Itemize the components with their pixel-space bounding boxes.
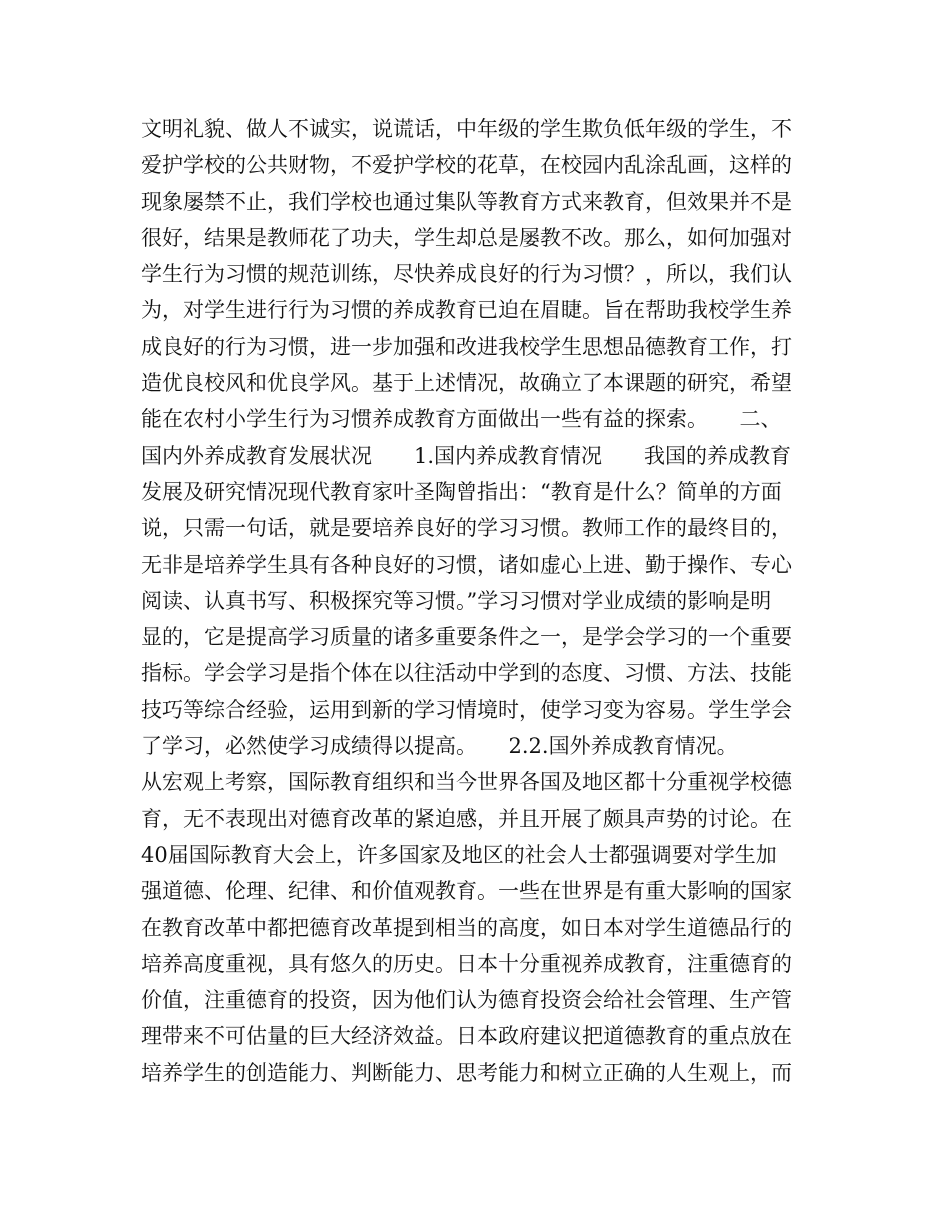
text-line: 发展及研究情况现代教育家叶圣陶曾指出：“教育是什么？简单的方面 (141, 479, 782, 504)
text-line: 育，无不表现出对德育改革的紧迫感，并且开展了颇具声势的讨论。在 (141, 806, 792, 831)
text-line: 为，对学生进行行为习惯的养成教育已迫在眉睫。旨在帮助我校学生养 (141, 298, 792, 323)
body-text (141, 111, 821, 1091)
text-line: 价值，注重德育的投资，因为他们认为德育投资会给社会管理、生产管 (141, 988, 792, 1013)
text-line: 说，只需一句话，就是要培养良好的学习习惯。教师工作的最终目的， (141, 516, 792, 541)
text-line: 国内外养成教育发展状况 1.国内养成教育情况 我国的养成教育 (141, 443, 792, 468)
text-line: 技巧等综合经验，运用到新的学习情境时，使学习变为容易。学生学会 (141, 697, 792, 722)
text-line: 现象屡禁不止，我们学校也通过集队等教育方式来教育，但效果并不是 (141, 189, 792, 214)
text-line: 强道德、伦理、纪律、和价值观教育。一些在世界是有重大影响的国家 (141, 879, 792, 904)
text-line: 在教育改革中都把德育改革提到相当的高度，如日本对学生道德品行的 (141, 915, 792, 940)
text-line: 了学习，必然使学习成绩得以提高。 2.2.国外养成教育情况。 (141, 734, 738, 759)
text-line: 爱护学校的公共财物，不爱护学校的花草，在校园内乱涂乱画，这样的 (141, 153, 792, 178)
text-line: 能在农村小学生行为习惯养成教育方面做出一些有益的探索。 二、 (141, 407, 782, 432)
text-line: 从宏观上考察，国际教育组织和当今世界各国及地区都十分重视学校德 (141, 770, 792, 795)
text-line: 造优良校风和优良学风。基于上述情况，故确立了本课题的研究，希望 (141, 371, 792, 396)
text-line: 理带来不可估量的巨大经济效益。日本政府建议把道德教育的重点放在 (141, 1024, 792, 1049)
text-line: 培养高度重视，具有悠久的历史。日本十分重视养成教育，注重德育的 (141, 951, 792, 976)
text-line: 很好，结果是教师花了功夫，学生却总是屡教不改。那么，如何加强对 (141, 225, 792, 250)
text-line: 显的，它是提高学习质量的诸多重要条件之一，是学会学习的一个重要 (141, 625, 792, 650)
text-line: 培养学生的创造能力、判断能力、思考能力和树立正确的人生观上，而 (141, 1060, 792, 1085)
text-line: 指标。学会学习是指个体在以往活动中学到的态度、习惯、方法、技能 (141, 661, 792, 686)
text-line: 阅读、认真书写、积极探究等习惯。”学习习惯对学业成绩的影响是明 (141, 588, 772, 613)
text-line: 成良好的行为习惯，进一步加强和改进我校学生思想品德教育工作，打 (141, 334, 792, 359)
text-line: 无非是培养学生具有各种良好的习惯，诸如虚心上进、勤于操作、专心 (141, 552, 792, 577)
text-line: 学生行为习惯的规范训练，尽快养成良好的行为习惯？，所以，我们认 (141, 262, 792, 287)
text-line: 文明礼貌、做人不诚实，说谎话，中年级的学生欺负低年级的学生，不 (141, 117, 792, 141)
text-line: 40届国际教育大会上，许多国家及地区的社会人士都强调要对学生加 (141, 842, 777, 867)
